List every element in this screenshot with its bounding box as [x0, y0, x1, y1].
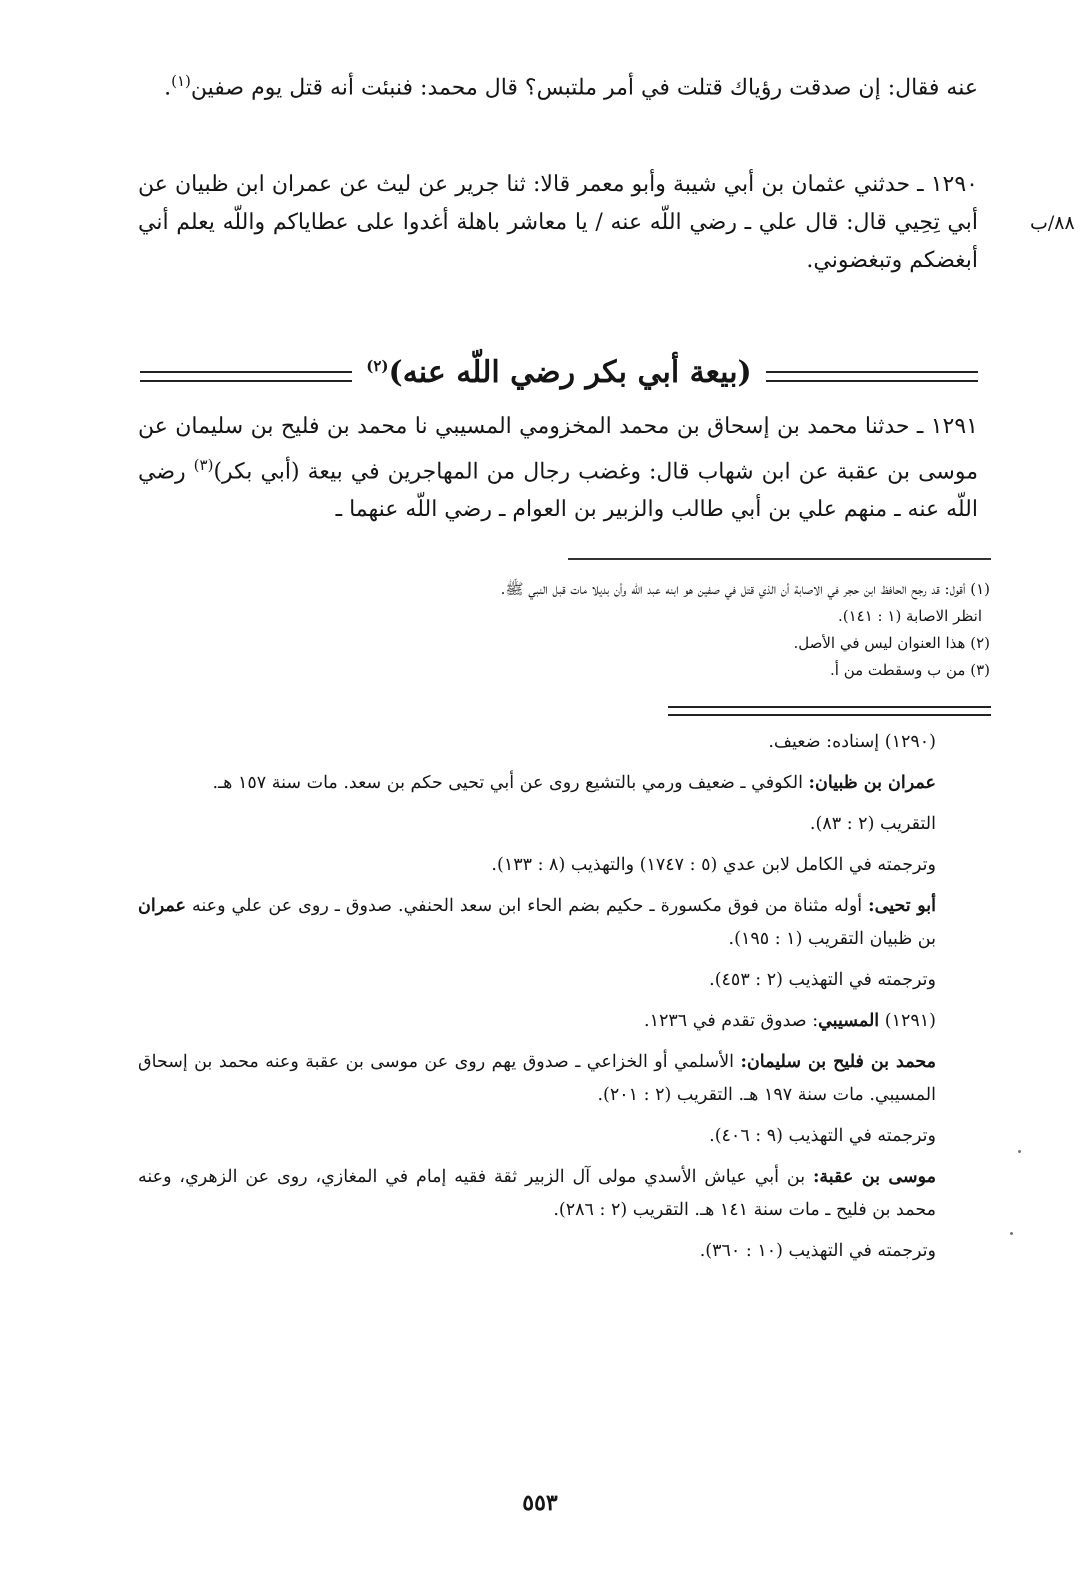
- narrator-text: : صدوق تقدم في ١٢٣٦.: [643, 1011, 819, 1031]
- commentary-entry: [138, 890, 978, 956]
- footnotes-section: [138, 576, 990, 684]
- narrator-name: عمران بن ظبيان:: [808, 773, 936, 793]
- commentary-line: وترجمته في الكامل لابن عدي (٥ : ١٧٤٧) والتهذيب (٨ : ١٣٣).: [491, 855, 936, 875]
- narrator-text: بن ظبيان التقريب (١ : ١٩٥).: [728, 929, 936, 949]
- commentary-entry: [138, 1005, 978, 1038]
- footnote-3: (٣) من ب وسقطت من أ.: [829, 661, 990, 679]
- hadith-1291: [138, 408, 978, 529]
- footnote-1: (١) أقول: قد رجح الحافظ ابن حجر في الاصابة أن الذي قتل في صفين هو ابنه عبد اللّه وأن بديلا مات قبل النبي ﷺ.: [500, 580, 990, 598]
- narrator-name: أبو تحيى:: [868, 896, 936, 916]
- paragraph-end: .: [164, 75, 172, 101]
- manuscript-folio-marker: ٨٨/ب: [1030, 212, 1075, 234]
- narrator-name: موسى بن عقبة:: [812, 1167, 936, 1187]
- paragraph-text-end: رضي اللّه عنه ـ منهم علي بن أبي طالب والزبير بن العوام ـ رضي اللّه عنهما ـ: [138, 459, 978, 523]
- footnote-ref-2: (٢): [366, 356, 389, 375]
- hadith-1290: ١٢٩٠ ـ حدثني عثمان بن أبي شيبة وأبو معمر قالا: ثنا جرير عن ليث عن عمران ابن ظبيان عن أبي تِحِيي قال: قال علي ـ رضي اللّه عنه / يا معاشر باهلة أغدوا على عطاياكم واللّه يعلم أني أبغضكم وتبغضوني.: [138, 172, 978, 273]
- paragraph-text: عنه فقال: إن صدقت رؤياك قتلت في أمر ملتبس؟ قال محمد: فنبئت أنه قتل يوم صفين: [190, 75, 978, 101]
- commentary-line: وترجمته في التهذيب (١٠ : ٣٦٠).: [699, 1241, 936, 1261]
- narrator-text: الكوفي ـ ضعيف ورمي بالتشيع روى عن أبي تحيى حكم بن سعد. مات سنة ١٥٧ هـ.: [212, 773, 809, 793]
- commentary-section: [138, 726, 978, 1276]
- chapter-title-text: (بيعة أبي بكر رضي اللّه عنه): [388, 354, 752, 390]
- title-rule-left: [140, 371, 352, 382]
- title-rule-right: [766, 371, 978, 382]
- commentary-line: وترجمته في التهذيب (٢ : ٤٥٣).: [709, 970, 936, 990]
- narrator-text: بن أبي عياش الأسدي مولى آل الزبير ثقة فقيه إمام في المغازي، روى عن الزهري، وعنه محمد بن فليح ـ مات سنة ١٤١ هـ. التقريب (٢ : ٢٨٦).: [138, 1167, 936, 1220]
- commentary-entry: [138, 767, 978, 800]
- footnote-1-cont: انظر الاصابة (١ : ١٤١).: [837, 607, 982, 625]
- body-paragraph-continuation: [138, 62, 978, 107]
- narrator-name: عمران: [138, 896, 186, 916]
- commentary-line: التقريب (٢ : ٨٣).: [809, 814, 936, 834]
- footnote-ref-1: (١): [171, 72, 191, 90]
- commentary-separator: [668, 706, 991, 716]
- commentary-line: (١٢٩٠) إسناده: ضعيف.: [768, 732, 936, 752]
- footnote-ref-3: (٣): [193, 456, 214, 474]
- page-number: ٥٥٣: [522, 1490, 558, 1516]
- footnote-2: (٢) هذا العنوان ليس في الأصل.: [793, 634, 990, 652]
- paragraph-text: ١٢٩١ ـ حدثنا محمد بن إسحاق بن محمد المخزومي المسيبي نا محمد بن فليح بن سليمان عن موسى بن عقبة عن ابن شهاب قال: وغضب رجال من المهاجرين في بيعة (أبي بكر): [138, 414, 978, 485]
- narrator-name: المسيبي: [818, 1011, 880, 1031]
- chapter-title: [352, 355, 766, 390]
- scan-speck: [1010, 1232, 1013, 1235]
- commentary-line: وترجمته في التهذيب (٩ : ٤٠٦).: [709, 1126, 936, 1146]
- scan-speck: [1018, 1150, 1021, 1153]
- narrator-text: الأسلمي أو الخزاعي ـ صدوق يهم روى عن موسى بن عقبة وعنه محمد بن إسحاق المسيبي. مات سنة ١٩٧ هـ. التقريب (٢ : ٢٠١).: [138, 1052, 936, 1105]
- commentary-entry: [138, 1046, 978, 1112]
- chapter-heading-row: [140, 342, 978, 402]
- footnote-separator: [568, 558, 991, 560]
- hadith-number: (١٢٩١): [879, 1011, 936, 1031]
- narrator-name: محمد بن فليح بن سليمان:: [740, 1052, 936, 1072]
- narrator-text: أوله مثناة من فوق مكسورة ـ حكيم بضم الحاء ابن سعد الحنفي. صدوق ـ روى عن علي وعنه: [185, 896, 869, 916]
- commentary-entry: [138, 1161, 978, 1227]
